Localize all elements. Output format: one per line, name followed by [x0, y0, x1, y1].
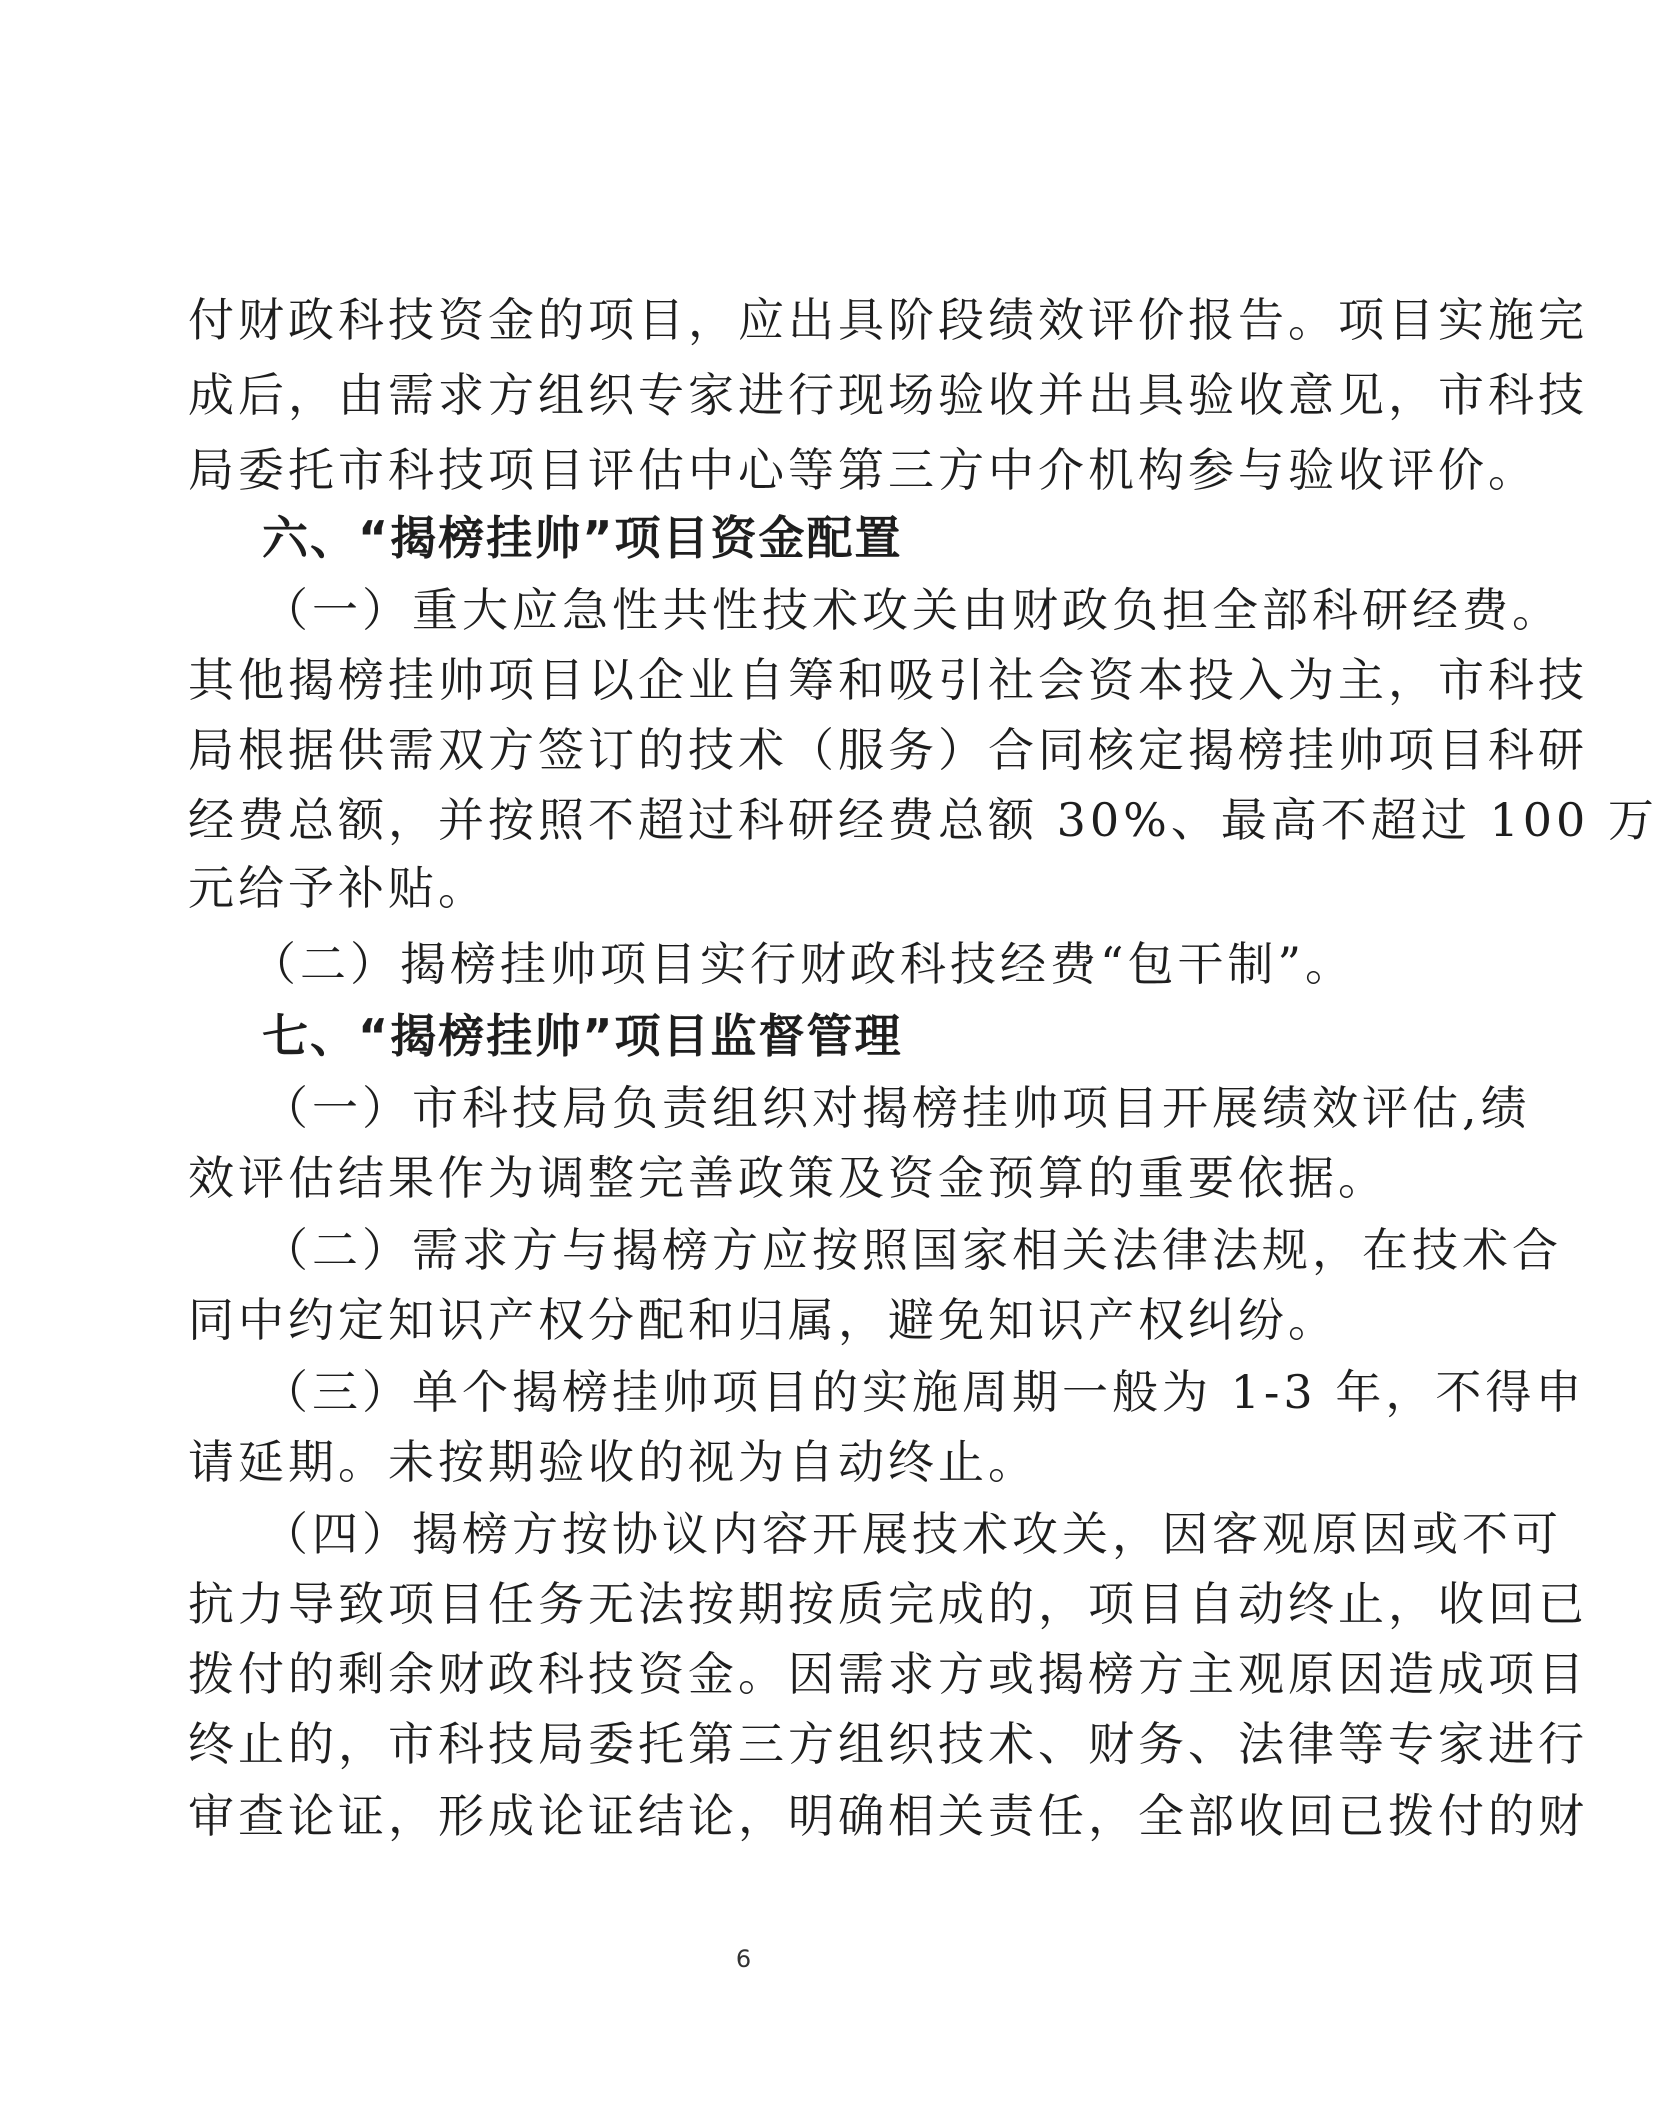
page-number: 6	[735, 1945, 752, 1973]
section-heading-6: 六、“揭榜挂帅”项目资金配置	[262, 511, 903, 565]
body-text-line: 成后，由需求方组织专家进行现场验收并出具验收意见，市科技	[188, 368, 1588, 422]
body-text-line: （三）单个揭榜挂帅项目的实施周期一般为 1-3 年，不得申	[262, 1365, 1586, 1419]
body-text-line: 局委托市科技项目评估中心等第三方中介机构参与验收评价。	[188, 443, 1538, 497]
body-text-line: （一）市科技局负责组织对揭榜挂帅项目开展绩效评估,绩	[262, 1081, 1531, 1135]
body-text-line: 终止的，市科技局委托第三方组织技术、财务、法律等专家进行	[188, 1717, 1588, 1771]
body-text-line: 经费总额，并按照不超过科研经费总额 30%、最高不超过 100 万	[188, 793, 1658, 847]
body-text-line: 拨付的剩余财政科技资金。因需求方或揭榜方主观原因造成项目	[188, 1647, 1588, 1701]
body-text-line: 审查论证，形成论证结论，明确相关责任，全部收回已拨付的财	[188, 1789, 1588, 1843]
body-text-line: （二）需求方与揭榜方应按照国家相关法律法规，在技术合	[262, 1223, 1562, 1277]
body-text-line: 局根据供需双方签订的技术（服务）合同核定揭榜挂帅项目科研	[188, 723, 1588, 777]
body-text-line: 抗力导致项目任务无法按期按质完成的，项目自动终止，收回已	[188, 1577, 1588, 1631]
body-text-line: 其他揭榜挂帅项目以企业自筹和吸引社会资本投入为主，市科技	[188, 653, 1588, 707]
body-text-line: （一）重大应急性共性技术攻关由财政负担全部科研经费。	[262, 583, 1562, 637]
body-text-line: 同中约定知识产权分配和归属，避免知识产权纠纷。	[188, 1293, 1338, 1347]
section-heading-7: 七、“揭榜挂帅”项目监督管理	[262, 1009, 903, 1063]
body-text-line: 效评估结果作为调整完善政策及资金预算的重要依据。	[188, 1151, 1388, 1205]
body-text-line: 付财政科技资金的项目，应出具阶段绩效评价报告。项目实施完	[188, 293, 1588, 347]
body-text-line: （二）揭榜挂帅项目实行财政科技经费“包干制”。	[250, 937, 1356, 991]
body-text-line: 请延期。未按期验收的视为自动终止。	[188, 1435, 1038, 1489]
body-text-line: （四）揭榜方按协议内容开展技术攻关，因客观原因或不可	[262, 1507, 1562, 1561]
body-text-line: 元给予补贴。	[188, 861, 488, 915]
